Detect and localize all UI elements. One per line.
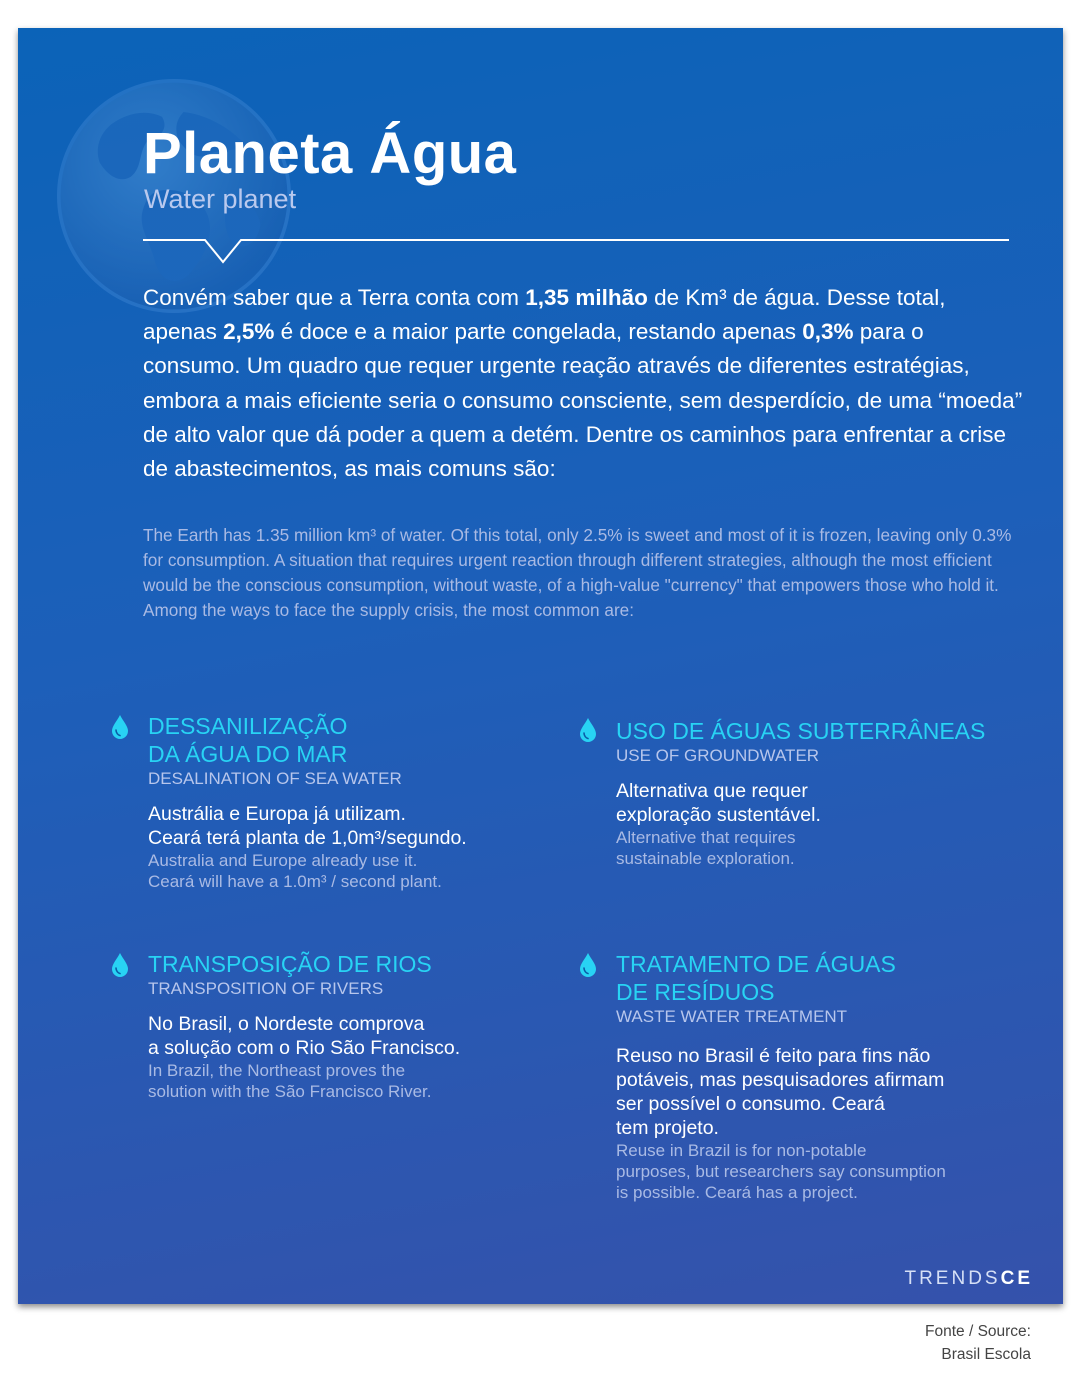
item-text-en: purposes, but researchers say consumption <box>616 1162 946 1181</box>
item-river-transposition <box>111 950 551 1102</box>
item-text-pt: potáveis, mas pesquisadores afirmam <box>616 1069 945 1091</box>
item-subtitle: WASTE WATER TREATMENT <box>616 1007 848 1026</box>
intro-part: para o consumo. Um quadro que requer urgente reação através de diferentes estratégias, embora a mais eficiente seria o consumo consciente, sem desperdício, de uma “moeda” de alto valor que dá poder a quem a detém. Dentre os caminhos para enfrentar a crise de abastecimentos, as mais comuns são: <box>143 319 1023 482</box>
item-subtitle: DESALINATION OF SEA WATER <box>148 769 402 788</box>
item-text-pt: Reuso no Brasil é feito para fins não <box>616 1045 931 1067</box>
divider-pointer <box>143 236 1009 266</box>
item-text-en: sustainable exploration. <box>616 849 795 868</box>
intro-part: é doce e a maior parte congelada, restando apenas <box>274 319 803 345</box>
item-text-pt: exploração sustentável. <box>616 804 821 826</box>
item-text-en: In Brazil, the Northeast proves the <box>148 1061 406 1080</box>
intro-highlight-fresh: 2,5% <box>223 319 275 345</box>
item-text-en: Reuse in Brazil is for non-potable <box>616 1141 867 1160</box>
page-subtitle: Water planet <box>144 184 297 214</box>
item-text-en: solution with the São Francisco River. <box>148 1082 432 1101</box>
intro-text-en: The Earth has 1.35 million km³ of water. Of this total, only 2.5% is sweet and most of it is frozen, leaving only 0.3% for consumption. A situation that requires urgent reaction through different strategies, although the most efficient would be the conscious consumption, without waste, of a high-value "currency" that empowers those who hold it. Among the ways to face the supply crisis, the most common are: <box>143 525 1012 620</box>
brand-part-bold: CE <box>1000 1268 1033 1289</box>
intro-text-pt <box>143 281 1023 486</box>
item-desalination <box>111 712 551 892</box>
item-title: TRATAMENTO DE ÁGUAS <box>616 951 896 977</box>
item-subtitle: TRANSPOSITION OF RIVERS <box>148 979 384 998</box>
item-text-pt: tem projeto. <box>616 1117 719 1139</box>
item-text-en: Ceará will have a 1.0m³ / second plant. <box>148 872 442 891</box>
item-title: DE RESÍDUOS <box>616 979 775 1005</box>
water-drop-icon <box>579 717 597 743</box>
water-drop-icon <box>111 714 129 740</box>
intro-part: de Km³ de água. Desse total, apenas <box>143 285 946 345</box>
item-text-pt: a solução com o Rio São Francisco. <box>148 1037 461 1059</box>
intro-highlight-volume: 1,35 milhão <box>525 285 648 310</box>
item-waste-water <box>579 950 1049 1203</box>
item-text-pt: Austrália e Europa já utilizam. <box>148 803 406 825</box>
item-title: TRANSPOSIÇÃO DE RIOS <box>148 951 432 977</box>
source-label: Fonte / Source: <box>925 1323 1031 1340</box>
item-groundwater <box>579 717 1039 869</box>
source-credit <box>925 1320 1031 1366</box>
item-text-pt: Alternativa que requer <box>616 780 808 802</box>
water-drop-icon <box>111 952 129 978</box>
item-text-en: Australia and Europe already use it. <box>148 851 418 870</box>
item-text-pt: ser possível o consumo. Ceará <box>616 1093 885 1115</box>
item-title: DA ÁGUA DO MAR <box>148 741 348 767</box>
item-text-pt: Ceará terá planta de 1,0m³/segundo. <box>148 827 467 849</box>
infographic-card <box>18 28 1063 1304</box>
water-drop-icon <box>579 952 597 978</box>
brand-part: TRENDS <box>904 1268 1001 1289</box>
item-text-pt: No Brasil, o Nordeste comprova <box>148 1013 425 1035</box>
intro-highlight-consumption: 0,3% <box>802 319 854 345</box>
page-title: Planeta Água <box>143 121 517 186</box>
item-title: DESSANILIZAÇÃO <box>148 713 348 739</box>
item-title: USO DE ÁGUAS SUBTERRÂNEAS <box>616 718 986 744</box>
source-name: Brasil Escola <box>941 1346 1031 1363</box>
item-text-en: Alternative that requires <box>616 828 796 847</box>
brand-logo <box>904 1268 1033 1290</box>
item-subtitle: USE OF GROUNDWATER <box>616 746 820 765</box>
intro-part: Convém saber que a Terra conta com <box>143 285 526 310</box>
item-text-en: is possible. Ceará has a project. <box>616 1183 858 1202</box>
